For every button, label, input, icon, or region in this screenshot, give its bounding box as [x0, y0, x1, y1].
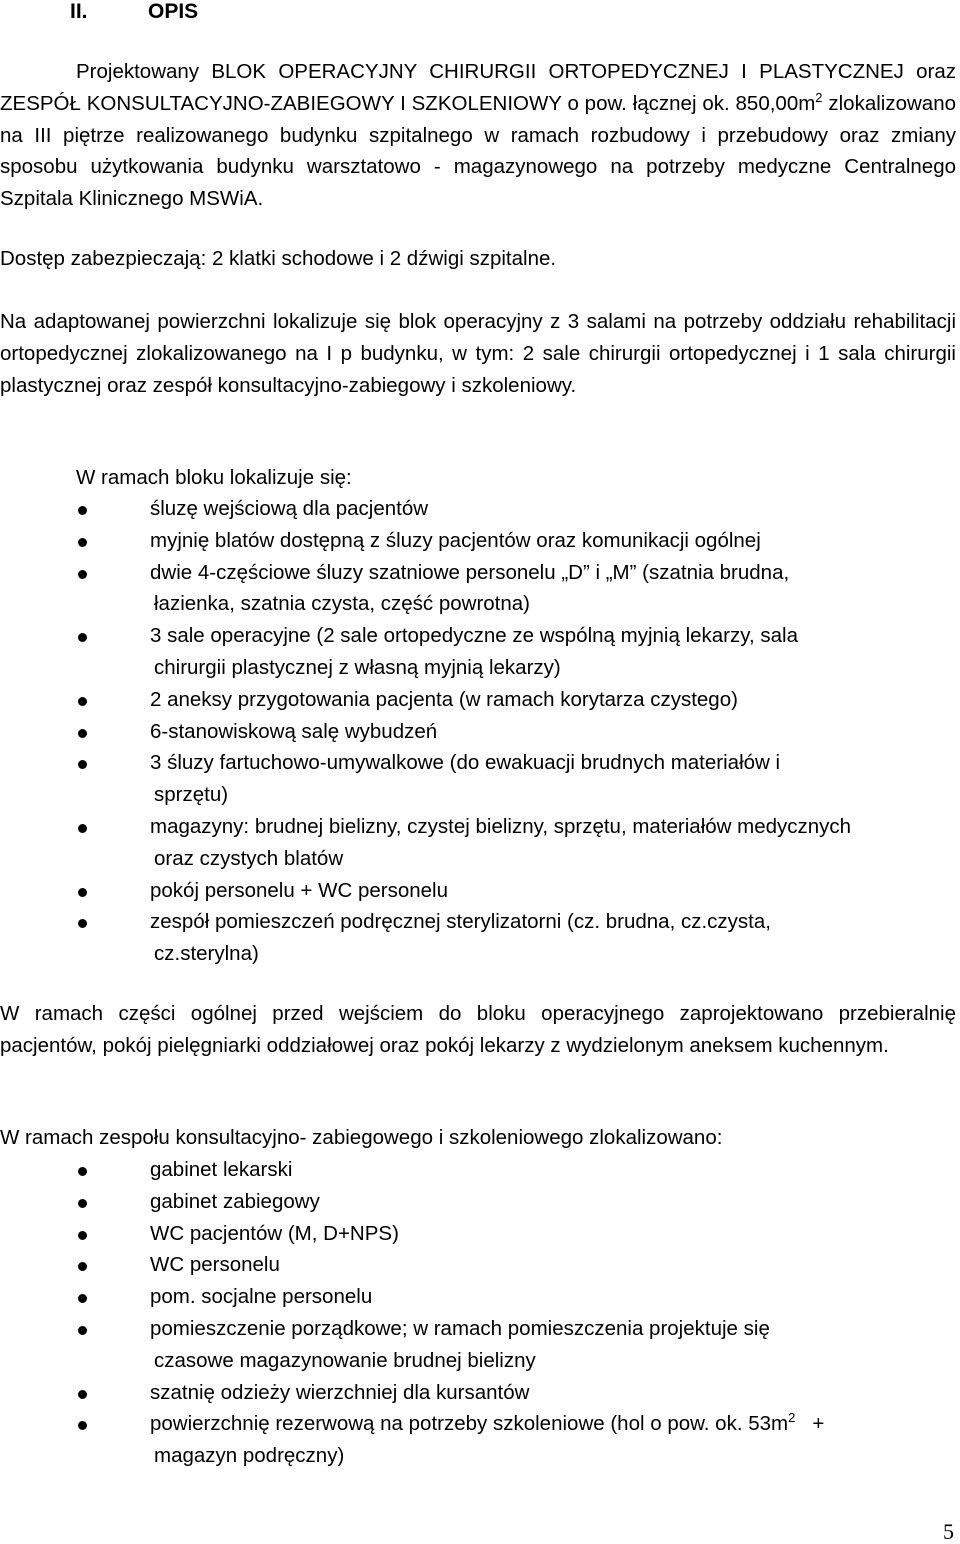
list-item	[0, 684, 956, 716]
list-item-text: 2 aneksy przygotowania pacjenta (w ramach korytarza czystego)	[150, 687, 738, 711]
section-title: OPIS	[148, 0, 199, 23]
list-item	[0, 716, 956, 748]
list-item-text: pom. socjalne personelu	[150, 1285, 373, 1309]
list-item-text: 6-stanowiskową salę wybudzeń	[150, 719, 438, 743]
list-item	[0, 620, 956, 684]
section-heading	[70, 0, 198, 28]
bullet-icon	[78, 919, 87, 928]
list-intro-consult-zone: W ramach zespołu konsultacyjno- zabiegowego i szkoleniowego zlokalizowano:	[0, 1126, 723, 1149]
list-item-text: 3 sale operacyjne (2 sale ortopedyczne ze wspólną myjnią lekarzy, sala	[150, 624, 798, 648]
list-item-text: śluzę wejściową dla pacjentów	[150, 497, 429, 520]
paragraph-access: Dostęp zabezpieczają: 2 klatki schodowe i 2 dźwigi szpitalne.	[0, 247, 557, 270]
bullet-icon	[78, 729, 87, 738]
list-item	[0, 1249, 956, 1281]
list-item-continuation: czasowe magazynowanie brudnej bielizny	[154, 1348, 536, 1372]
list-item-text: pokój personelu + WC personelu	[150, 878, 448, 902]
list-item-continuation: oraz czystych blatów	[154, 846, 344, 870]
list-item-text: WC personelu	[150, 1253, 280, 1277]
bullet-icon	[78, 1326, 87, 1335]
list-item	[0, 1154, 956, 1186]
list-item-text: WC pacjentów (M, D+NPS)	[150, 1221, 399, 1245]
list-item-continuation: łazienka, szatnia czysta, część powrotna)	[154, 592, 530, 616]
list-item-superscript: 2	[788, 1410, 796, 1426]
list-item	[0, 493, 956, 525]
list-item	[0, 747, 956, 811]
list-item-text: gabinet lekarski	[150, 1158, 293, 1181]
list-item	[0, 1377, 956, 1409]
list-item	[0, 525, 956, 557]
bullet-icon	[78, 538, 87, 547]
paragraph-intro-text-cont: zlokalizowano na III piętrze realizowanego budynku szpitalnego w ramach rozbudowy i przebudowy oraz zmiany sposobu użytkowania budynku warsztatowo - magazynowego na potrzeby medyczne Centralnego Szpitala Klinicznego MSWiA.	[0, 91, 956, 211]
list-item-text: 3 śluzy fartuchowo-umywalkowe (do ewakuacji brudnych materiałów i	[150, 751, 781, 775]
bullet-icon	[78, 1294, 87, 1303]
list-item-text: dwie 4-częściowe śluzy szatniowe personelu „D” i „M” (szatnia brudna,	[150, 560, 790, 584]
bullet-icon	[78, 697, 87, 706]
consult-zone-list	[0, 1154, 956, 1472]
bullet-icon	[78, 760, 87, 769]
list-item	[0, 1218, 956, 1250]
list-item	[0, 1186, 956, 1218]
list-item	[0, 1281, 956, 1313]
bullet-icon	[78, 633, 87, 642]
list-item	[0, 906, 956, 970]
paragraph-adaptation: Na adaptowanej powierzchni lokalizuje się blok operacyjny z 3 salami na potrzeby oddziału rehabilitacji ortopedycznej zlokalizowanego na I p budynku, w tym: 2 sale chirurgii ortopedycznej i 1 sala chirurgii plastycznej oraz zespół konsultacyjno-zabiegowy i szkoleniowy.	[0, 310, 956, 397]
bullet-icon	[78, 506, 87, 515]
list-item-text: szatnię odzieży wierzchniej dla kursantów	[150, 1380, 530, 1404]
operating-block-list	[0, 493, 956, 970]
list-item-text: zespół pomieszczeń podręcznej sterylizatorni (cz. brudna, cz.czysta,	[150, 910, 771, 934]
list-item	[0, 875, 956, 907]
paragraph-intro	[0, 56, 956, 215]
list-item-text: magazyny: brudnej bielizny, czystej bielizny, sprzętu, materiałów medycznych	[150, 814, 852, 838]
bullet-icon	[78, 1390, 87, 1399]
section-number: II.	[70, 0, 88, 23]
list-item	[0, 557, 956, 621]
superscript-area-unit: 2	[815, 89, 823, 105]
bullet-icon	[78, 1421, 87, 1430]
paragraph-general-part: W ramach części ogólnej przed wejściem do bloku operacyjnego zaprojektowano przebieralnię pacjentów, pokój pielęgniarki oddziałowej oraz pokój lekarzy z wydzielonym aneksem kuchennym.	[0, 1002, 956, 1057]
list-intro-operating-block: W ramach bloku lokalizuje się:	[76, 466, 352, 489]
bullet-icon	[78, 888, 87, 897]
list-item-text: pomieszczenie porządkowe; w ramach pomieszczenia projektuje się	[150, 1316, 770, 1340]
list-item	[0, 1408, 956, 1472]
list-item-continuation: magazyn podręczny)	[154, 1444, 345, 1468]
list-item	[0, 1313, 956, 1377]
list-item	[0, 811, 956, 875]
bullet-icon	[78, 570, 87, 579]
bullet-icon	[78, 824, 87, 833]
list-item-continuation: cz.sterylna)	[154, 942, 259, 966]
bullet-icon	[78, 1199, 87, 1208]
bullet-icon	[78, 1262, 87, 1271]
bullet-icon	[78, 1231, 87, 1240]
list-item-continuation: sprzętu)	[154, 783, 229, 807]
paragraph-intro-text: Projektowany BLOK OPERACYJNY CHIRURGII ORTOPEDYCZNEJ I PLASTYCZNEJ oraz ZESPÓŁ KONSULTACYJNO-ZABIEGOWY I SZKOLENIOWY o pow. łącznej ok. 850,00m	[0, 60, 956, 115]
list-item-text: powierzchnię rezerwową na potrzeby szkoleniowe (hol o pow. ok. 53m	[150, 1412, 789, 1436]
bullet-icon	[78, 1167, 87, 1176]
list-item-text-after: +	[795, 1412, 825, 1436]
list-item-text: myjnię blatów dostępną z śluzy pacjentów oraz komunikacji ogólnej	[150, 528, 761, 552]
page-number: 5	[943, 1519, 954, 1544]
list-item-text: gabinet zabiegowy	[150, 1189, 320, 1213]
list-item-continuation: chirurgii plastycznej z własną myjnią lekarzy)	[154, 655, 561, 679]
